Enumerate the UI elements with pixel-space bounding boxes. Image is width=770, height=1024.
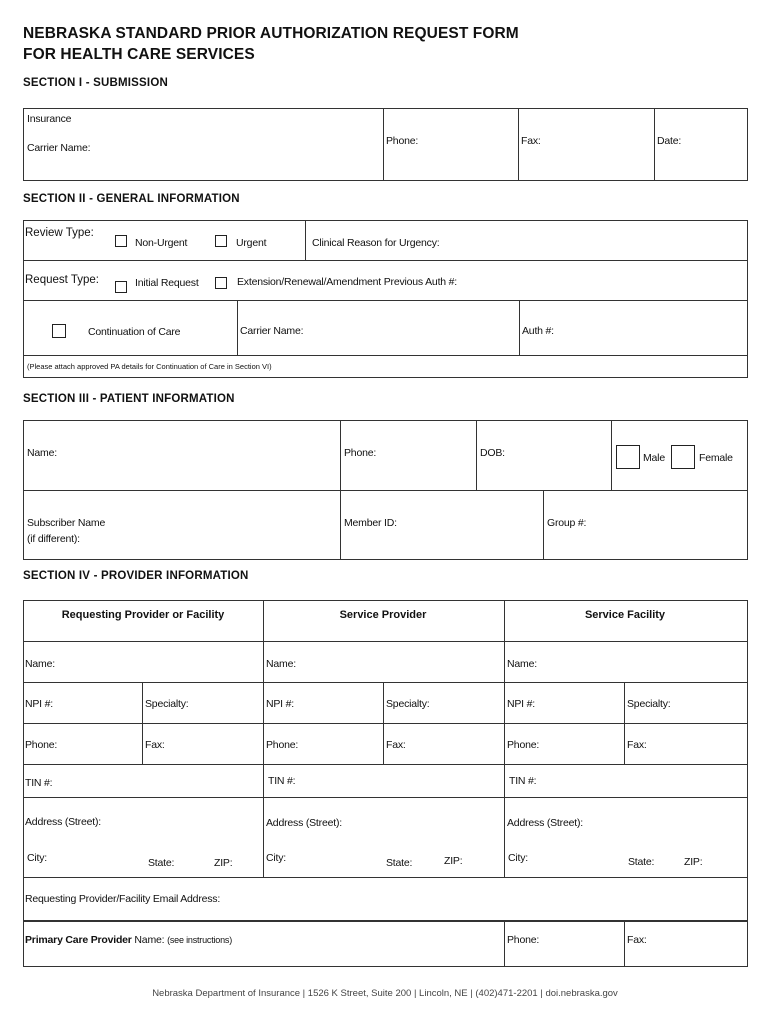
- non-urgent-checkbox[interactable]: [115, 235, 127, 247]
- requesting-zip-field[interactable]: ZIP:: [214, 857, 233, 869]
- service-facility-name-field[interactable]: Name:: [507, 658, 537, 670]
- divider: [305, 220, 306, 260]
- service-facility-fax-field[interactable]: Fax:: [627, 739, 647, 751]
- service-facility-phone-field[interactable]: Phone:: [507, 739, 540, 751]
- phone-field[interactable]: Phone:: [386, 135, 419, 147]
- service-facility-city-field[interactable]: City:: [508, 852, 529, 864]
- patient-phone-field[interactable]: Phone:: [344, 447, 377, 459]
- divider: [518, 108, 519, 181]
- requesting-name-field[interactable]: Name:: [25, 658, 55, 670]
- divider: [654, 108, 655, 181]
- section2-heading: SECTION II - GENERAL INFORMATION: [23, 193, 240, 205]
- female-checkbox[interactable]: [671, 445, 695, 469]
- service-facility-tin-field[interactable]: TIN #:: [509, 775, 537, 787]
- service-provider-fax-field[interactable]: Fax:: [386, 739, 406, 751]
- section4-heading: SECTION IV - PROVIDER INFORMATION: [23, 570, 249, 582]
- divider: [23, 260, 748, 261]
- continuation-label: Continuation of Care: [88, 326, 181, 338]
- divider: [237, 300, 238, 355]
- divider: [23, 723, 748, 724]
- member-id-field[interactable]: Member ID:: [344, 517, 397, 529]
- insurance-label: Insurance: [27, 113, 72, 125]
- section1-heading: SECTION I - SUBMISSION: [23, 77, 168, 89]
- service-provider-zip-field[interactable]: ZIP:: [444, 855, 463, 867]
- request-type-label: Request Type:: [25, 274, 99, 286]
- divider: [504, 920, 505, 967]
- continuation-note: (Please attach approved PA details for Continuation of Care in Section VI): [27, 362, 272, 371]
- page-footer: Nebraska Department of Insurance | 1526 K Street, Suite 200 | Lincoln, NE | (402)471-2201 | doi.nebraska.gov: [152, 988, 618, 999]
- pcp-name-field[interactable]: [25, 934, 232, 946]
- divider: [383, 682, 384, 764]
- column-header-requesting: Requesting Provider or Facility: [61, 609, 225, 621]
- divider: [23, 355, 748, 356]
- continuation-checkbox[interactable]: [52, 324, 66, 338]
- service-provider-address-field[interactable]: Address (Street):: [266, 817, 342, 829]
- pcp-fax-field[interactable]: Fax:: [627, 934, 647, 946]
- requesting-fax-field[interactable]: Fax:: [145, 739, 165, 751]
- requesting-email-field[interactable]: Requesting Provider/Facility Email Address:: [25, 893, 221, 905]
- male-checkbox[interactable]: [616, 445, 640, 469]
- subscriber-name-field[interactable]: (if different):: [27, 533, 80, 545]
- requesting-state-field[interactable]: State:: [148, 857, 175, 869]
- continuation-carrier-field[interactable]: Carrier Name:: [240, 325, 304, 337]
- divider: [611, 420, 612, 490]
- requesting-city-field[interactable]: City:: [27, 852, 48, 864]
- divider: [263, 600, 264, 877]
- divider: [23, 764, 748, 765]
- column-header-service-facility: Service Facility: [584, 609, 666, 621]
- carrier-name-field[interactable]: Carrier Name:: [27, 142, 91, 154]
- subscriber-name-label: Subscriber Name: [27, 517, 106, 529]
- requesting-phone-field[interactable]: Phone:: [25, 739, 58, 751]
- fax-field[interactable]: Fax:: [521, 135, 541, 147]
- service-facility-zip-field[interactable]: ZIP:: [684, 856, 703, 868]
- pcp-label: Primary Care Provider: [25, 934, 132, 946]
- provider-info-box: [23, 600, 748, 967]
- service-facility-address-field[interactable]: Address (Street):: [507, 817, 583, 829]
- auth-field[interactable]: Auth #:: [522, 325, 554, 337]
- service-facility-npi-field[interactable]: NPI #:: [507, 698, 535, 710]
- service-provider-specialty-field[interactable]: Specialty:: [386, 698, 430, 710]
- divider: [340, 420, 341, 560]
- male-label: Male: [643, 452, 665, 464]
- section3-heading: SECTION III - PATIENT INFORMATION: [23, 393, 235, 405]
- requesting-specialty-field[interactable]: Specialty:: [145, 698, 189, 710]
- divider: [23, 920, 748, 922]
- form-title-line1: NEBRASKA STANDARD PRIOR AUTHORIZATION REQUEST FORM: [23, 25, 519, 42]
- divider: [23, 641, 748, 642]
- divider: [23, 877, 748, 878]
- non-urgent-label: Non-Urgent: [135, 237, 188, 249]
- patient-name-field[interactable]: Name:: [27, 447, 57, 459]
- group-field[interactable]: Group #:: [547, 517, 587, 529]
- form-title-line2: FOR HEALTH CARE SERVICES: [23, 46, 255, 63]
- divider: [519, 300, 520, 355]
- divider: [23, 300, 748, 301]
- divider: [624, 920, 625, 967]
- divider: [383, 108, 384, 181]
- divider: [23, 490, 748, 491]
- requesting-address-field[interactable]: Address (Street):: [25, 816, 101, 828]
- service-provider-state-field[interactable]: State:: [386, 857, 413, 869]
- service-facility-specialty-field[interactable]: Specialty:: [627, 698, 671, 710]
- urgent-label: Urgent: [236, 237, 267, 249]
- service-provider-tin-field[interactable]: TIN #:: [268, 775, 296, 787]
- initial-request-label: Initial Request: [135, 277, 199, 289]
- pcp-phone-field[interactable]: Phone:: [507, 934, 540, 946]
- divider: [543, 490, 544, 560]
- extension-field[interactable]: Extension/Renewal/Amendment Previous Auth #:: [237, 276, 457, 288]
- clinical-reason-field[interactable]: Clinical Reason for Urgency:: [312, 237, 440, 249]
- service-provider-phone-field[interactable]: Phone:: [266, 739, 299, 751]
- divider: [142, 682, 143, 764]
- extension-checkbox[interactable]: [215, 277, 227, 289]
- pcp-name-label: Name:: [134, 934, 165, 946]
- divider: [23, 797, 748, 798]
- divider: [504, 600, 505, 877]
- initial-request-checkbox[interactable]: [115, 281, 127, 293]
- service-provider-name-field[interactable]: Name:: [266, 658, 296, 670]
- pcp-note: (see instructions): [167, 935, 233, 945]
- divider: [476, 420, 477, 490]
- divider: [23, 682, 748, 683]
- requesting-npi-field[interactable]: NPI #:: [25, 698, 53, 710]
- service-provider-city-field[interactable]: City:: [266, 852, 287, 864]
- female-label: Female: [699, 452, 733, 464]
- urgent-checkbox[interactable]: [215, 235, 227, 247]
- date-field[interactable]: Date:: [657, 135, 682, 147]
- divider: [624, 682, 625, 764]
- review-type-label: Review Type:: [25, 227, 94, 239]
- service-facility-state-field[interactable]: State:: [628, 856, 655, 868]
- service-provider-npi-field[interactable]: NPI #:: [266, 698, 294, 710]
- form-title: [23, 23, 519, 65]
- requesting-tin-field[interactable]: TIN #:: [25, 777, 53, 789]
- column-header-service-provider: Service Provider: [339, 609, 427, 621]
- dob-field[interactable]: DOB:: [480, 447, 505, 459]
